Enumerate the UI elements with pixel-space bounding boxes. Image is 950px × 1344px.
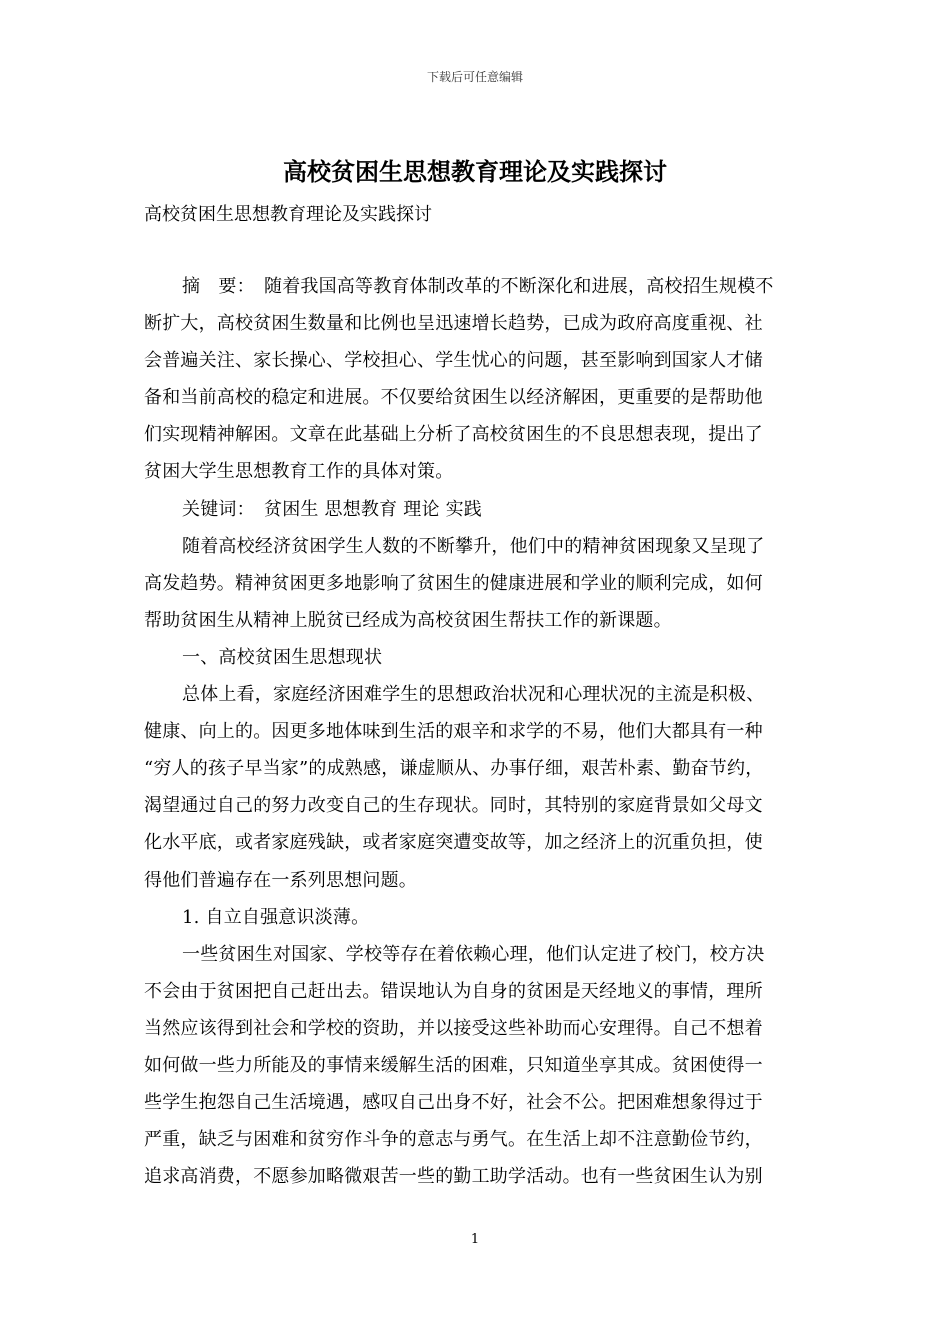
abstract-line: 断扩大，高校贫困生数量和比例也呈迅速增长趋势，已成为政府高度重视、社 [144,313,763,335]
paragraph-line: 健康、向上的。因更多地体味到生活的艰辛和求学的不易，他们大都具有一种 [144,721,763,743]
paragraph-line: 总体上看，家庭经济困难学生的思想政治状况和心理状况的主流是积极、 [182,684,765,706]
paragraph-line: 高发趋势。精神贫困更多地影响了贫困生的健康进展和学业的顺利完成，如何 [144,572,763,594]
paragraph-line: 渴望通过自己的努力改变自己的生存现状。同时，其特别的家庭背景如父母文 [144,795,763,817]
paragraph-line: 一些贫困生对国家、学校等存在着依赖心理，他们认定进了校门，校方决 [182,943,765,965]
paragraph-line: 化水平底，或者家庭残缺，或者家庭突遭变故等，加之经济上的沉重负担，使 [144,832,763,854]
keywords-line: 关键词： 贫困生 思想教育 理论 实践 [182,498,482,520]
paragraph-line: 些学生抱怨自己生活境遇，感叹自己出身不好，社会不公。把困难想象得过于 [144,1092,763,1114]
paragraph-line: 当然应该得到社会和学校的资助，并以接受这些补助而心安理得。自己不想着 [144,1017,763,1039]
paragraph-line: 追求高消费，不愿参加略微艰苦一些的勤工助学活动。也有一些贫困生认为别 [144,1166,763,1188]
abstract-line: 摘 要： 随着我国高等教育体制改革的不断深化和进展，高校招生规模不 [182,276,774,297]
paragraph-line: 帮助贫困生从精神上脱贫已经成为高校贫困生帮扶工作的新课题。 [144,609,672,631]
paragraph-line: 如何做一些力所能及的事情来缓解生活的困难，只知道坐享其成。贫困使得一 [144,1054,763,1076]
paragraph-line: 严重，缺乏与困难和贫穷作斗争的意志与勇气。在生活上却不注意勤俭节约， [144,1129,763,1151]
abstract-line: 们实现精神解困。文章在此基础上分析了高校贫困生的不良思想表现，提出了 [144,424,763,446]
paragraph-line: 随着高校经济贫困学生人数的不断攀升，他们中的精神贫困现象又呈现了 [182,535,765,557]
document-title: 高校贫困生思想教育理论及实践探讨 [283,157,667,186]
document-body [144,268,808,1195]
page-number: 1 [470,1232,480,1247]
subsection-heading: 1. 自立自强意识淡薄。 [182,906,370,928]
paragraph-line: 不会由于贫困把自己赶出去。错误地认为自身的贫困是天经地义的事情，理所 [144,980,763,1002]
section-heading: 一、高校贫困生思想现状 [182,646,383,668]
paragraph-line: 得他们普遍存在一系列思想问题。 [144,869,417,891]
abstract-line: 备和当前高校的稳定和进展。不仅要给贫困生以经济解困，更重要的是帮助他 [144,387,763,409]
abstract-line: 贫困大学生思想教育工作的具体对策。 [144,461,454,483]
document-subtitle: 高校贫困生思想教育理论及实践探讨 [144,204,432,225]
abstract-line: 会普遍关注、家长操心、学校担心、学生忧心的问题，甚至影响到国家人才储 [144,350,763,372]
paragraph-line: “穷人的孩子早当家”的成熟感，谦虚顺从、办事仔细，艰苦朴素、勤奋节约， [144,758,764,780]
page-header-note: 下载后可任意编辑 [426,70,523,84]
